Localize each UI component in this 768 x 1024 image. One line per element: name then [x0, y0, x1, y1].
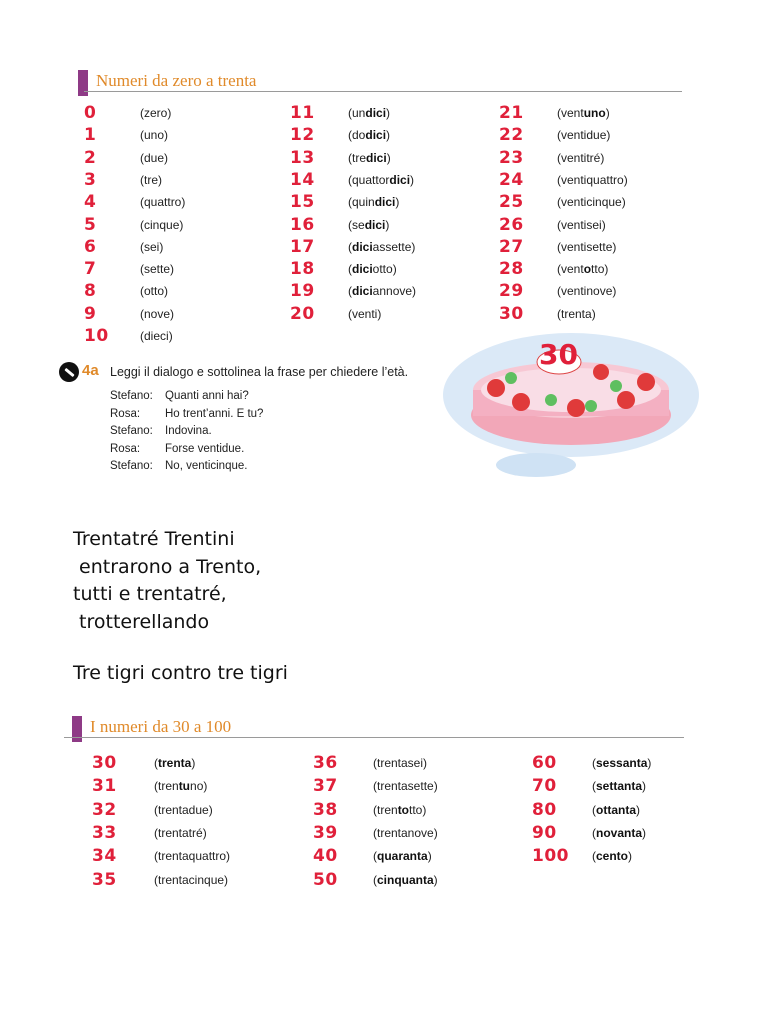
number-word: (trentanove)	[373, 825, 438, 840]
number-digit: 7	[84, 259, 97, 280]
number-digit: 38	[313, 799, 338, 820]
word-part: ventiquattro	[561, 172, 624, 187]
word-bold-part: dici	[352, 262, 373, 277]
number-digit: 10	[84, 326, 109, 346]
number-word: (ottanta)	[592, 802, 640, 817]
word-part: se	[352, 217, 365, 232]
word-part: trentatré	[158, 825, 203, 840]
word-bold-part: dici	[365, 106, 387, 120]
word-part: trentadue	[158, 802, 209, 817]
word-bold-part: dici	[352, 284, 373, 299]
number-digit: 24	[499, 169, 524, 190]
word-text: sei	[144, 239, 160, 254]
word-part: vent	[561, 262, 584, 277]
word-text: otto	[144, 284, 165, 299]
number-word: (otto)	[140, 284, 169, 299]
number-word: (uno)	[140, 128, 169, 143]
word-part: ventinove	[561, 284, 613, 299]
birthday-cake-illustration	[441, 320, 701, 480]
word-part: trenta	[561, 306, 592, 321]
speaker: Stefano:	[110, 390, 153, 402]
number-word: (trenta)	[557, 306, 596, 321]
number-digit: 14	[290, 169, 315, 190]
word-part: tren	[377, 802, 398, 817]
number-digit: 3	[84, 169, 97, 190]
word-part: annove	[372, 284, 413, 299]
number-digit: 28	[499, 259, 524, 280]
number-word: (diciotto)	[348, 262, 397, 277]
number-digit: 37	[313, 776, 338, 797]
number-word: (cinque)	[140, 217, 184, 232]
section-title: I numeri da 30 a 100	[90, 717, 232, 736]
number-digit: 13	[290, 147, 315, 168]
word-part: trentasette	[377, 779, 434, 794]
word-bold-part: cento	[596, 849, 629, 864]
number-digit: 21	[499, 103, 524, 123]
number-word: (zero)	[140, 106, 172, 120]
utterance: Quanti anni hai?	[165, 390, 249, 402]
number-word: (trentasette)	[373, 779, 438, 794]
word-bold-part: cinquanta	[377, 872, 434, 887]
number-word: (cento)	[592, 849, 633, 864]
number-word: (sedici)	[348, 217, 390, 232]
utterance: No, venticinque.	[165, 460, 248, 472]
number-digit: 100	[532, 846, 569, 867]
word-bold-part: uno	[583, 106, 606, 120]
number-digit: 80	[532, 799, 557, 820]
number-word: (ventidue)	[557, 128, 611, 143]
pencil-icon	[59, 362, 79, 382]
poem-line: tutti e trentatré,	[73, 583, 227, 605]
utterance: Indovina.	[165, 425, 212, 437]
number-word: (ventisette)	[557, 239, 617, 254]
number-digit: 23	[499, 147, 524, 168]
number-word: (ventotto)	[557, 262, 609, 277]
number-word: (trentadue)	[154, 802, 213, 817]
number-digit: 33	[92, 822, 117, 843]
number-digit: 16	[290, 214, 315, 235]
number-digit: 1	[84, 125, 97, 146]
section-marker	[78, 70, 88, 96]
speaker: Rosa:	[110, 407, 141, 420]
number-digit: 0	[84, 103, 97, 123]
word-part: do	[352, 128, 366, 143]
poem-line: entrarono a Trento,	[73, 555, 262, 578]
cake-number: 30	[539, 338, 578, 371]
number-word: (quaranta)	[373, 849, 432, 864]
word-text: quattro	[144, 195, 182, 210]
exercise-instruction: Leggi il dialogo e sottolinea la frase per chiedere l’età.	[110, 365, 409, 379]
word-part: otto	[372, 262, 393, 277]
number-word: (ventuno)	[557, 106, 610, 120]
number-digit: 2	[84, 147, 97, 168]
number-word: (undici)	[348, 106, 391, 120]
section-title: Numeri da zero a trenta	[96, 71, 257, 90]
number-digit: 36	[313, 753, 338, 773]
number-digit: 60	[532, 753, 557, 773]
number-word: (ventisei)	[557, 217, 606, 232]
number-word: (trentuno)	[154, 779, 208, 794]
number-word: (trentotto)	[373, 802, 427, 817]
section-rule	[64, 737, 684, 738]
word-part: assette	[372, 239, 412, 254]
word-bold-part: ottanta	[596, 802, 636, 817]
number-word: (novanta)	[592, 825, 647, 840]
number-word: (trentacinque)	[154, 872, 229, 887]
speaker: Stefano:	[110, 425, 153, 437]
poem-line: Trentatré Trentini	[73, 528, 235, 550]
poem-line: trotterellando	[73, 610, 210, 633]
speaker: Rosa:	[110, 442, 141, 455]
word-part: ventitré	[561, 150, 601, 165]
word-part: trentanove	[377, 825, 434, 840]
word-part: vent	[561, 106, 584, 120]
number-word: (diciassette)	[348, 239, 416, 254]
number-word: (nove)	[140, 306, 175, 321]
word-text: nove	[144, 306, 171, 321]
number-digit: 11	[290, 103, 315, 123]
number-digit: 19	[290, 281, 315, 302]
word-bold-part: settanta	[596, 779, 643, 794]
number-word: (trentasei)	[373, 756, 428, 770]
word-text: zero	[144, 106, 168, 120]
number-digit: 12	[290, 125, 315, 146]
number-digit: 29	[499, 281, 524, 302]
word-bold-part: quaranta	[377, 849, 428, 864]
exercise-number: 4a	[82, 362, 99, 379]
word-part: quattor	[352, 172, 390, 187]
number-word: (settanta)	[592, 779, 647, 794]
number-digit: 22	[499, 125, 524, 146]
word-part: tto	[409, 802, 423, 817]
number-digit: 15	[290, 192, 315, 213]
number-digit: 9	[84, 303, 97, 324]
word-bold-part: to	[397, 802, 410, 817]
number-word: (quattro)	[140, 195, 186, 210]
number-word: (ventiquattro)	[557, 172, 628, 187]
number-digit: 39	[313, 822, 338, 843]
number-digit: 27	[499, 236, 524, 257]
word-part: trentacinque	[158, 872, 225, 887]
number-digit: 5	[84, 214, 97, 235]
number-digit: 70	[532, 776, 557, 797]
section-header-30-to-100	[72, 716, 684, 742]
word-part: tren	[158, 779, 179, 794]
number-word: (sessanta)	[592, 756, 652, 770]
number-word: (venti)	[348, 306, 382, 321]
number-digit: 35	[92, 869, 117, 890]
number-word: (trentaquattro)	[154, 849, 231, 864]
number-digit: 30	[92, 753, 117, 773]
word-bold-part: dici	[352, 239, 373, 254]
number-word: (dieci)	[140, 329, 173, 343]
word-bold-part: dici	[364, 217, 386, 232]
word-text: uno	[144, 128, 165, 143]
number-digit: 17	[290, 236, 315, 257]
utterance: Forse ventidue.	[165, 442, 245, 455]
number-word: (ventitré)	[557, 150, 605, 165]
section-rule	[84, 91, 682, 92]
word-part: tre	[352, 150, 367, 165]
number-word: (quindici)	[348, 195, 400, 210]
number-digit: 90	[532, 822, 557, 843]
word-text: sette	[144, 262, 171, 277]
number-word: (sette)	[140, 262, 175, 277]
number-digit: 4	[84, 192, 97, 213]
number-digit: 8	[84, 281, 97, 302]
word-text: dieci	[144, 329, 169, 343]
number-word: (dodici)	[348, 128, 391, 143]
word-part: un	[352, 106, 366, 120]
word-part: venticinque	[561, 195, 622, 210]
word-bold-part: dici	[389, 172, 411, 187]
number-digit: 6	[84, 236, 97, 257]
word-part: trentasei	[377, 756, 424, 770]
number-digit: 34	[92, 846, 117, 867]
word-bold-part: novanta	[596, 825, 643, 840]
section-marker	[72, 716, 82, 742]
word-text: due	[144, 150, 165, 165]
word-text: tre	[144, 172, 159, 187]
number-word: (sei)	[140, 239, 164, 254]
number-digit: 18	[290, 259, 315, 280]
number-digit: 50	[313, 869, 338, 890]
word-part: no	[190, 779, 204, 794]
word-part: trentaquattro	[158, 849, 227, 864]
word-part: venti	[352, 306, 378, 321]
number-word: (trenta)	[154, 756, 196, 770]
word-part: ventisette	[561, 239, 613, 254]
number-word: (cinquanta)	[373, 872, 438, 887]
word-bold-part: o	[583, 262, 592, 277]
number-digit: 25	[499, 192, 524, 213]
word-bold-part: dici	[374, 195, 396, 210]
number-word: (ventinove)	[557, 284, 617, 299]
number-word: (diciannove)	[348, 284, 417, 299]
speaker: Stefano:	[110, 460, 153, 472]
utterance: Ho trent’anni. E tu?	[165, 407, 264, 420]
number-digit: 20	[290, 303, 315, 324]
tongue-twister: Tre tigri contro tre tigri	[73, 662, 288, 684]
number-word: (tre)	[140, 172, 163, 187]
number-digit: 40	[313, 846, 338, 867]
number-word: (due)	[140, 150, 169, 165]
word-bold-part: sessanta	[596, 756, 648, 770]
number-digit: 26	[499, 214, 524, 235]
word-text: cinque	[144, 217, 180, 232]
section-header-zero-to-thirty	[78, 70, 682, 96]
word-bold-part: dici	[365, 128, 387, 143]
number-word: (venticinque)	[557, 195, 626, 210]
word-bold-part: tu	[178, 779, 191, 794]
number-digit: 31	[92, 776, 117, 797]
word-part: ventisei	[561, 217, 602, 232]
number-digit: 30	[499, 303, 524, 324]
word-part: quin	[352, 195, 375, 210]
word-part: tto	[591, 262, 605, 277]
number-word: (trentatré)	[154, 825, 207, 840]
number-word: (quattordici)	[348, 172, 415, 187]
word-part: ventidue	[561, 128, 607, 143]
number-word: (tredici)	[348, 150, 391, 165]
word-bold-part: dici	[366, 150, 387, 165]
word-bold-part: trenta	[158, 756, 192, 770]
number-digit: 32	[92, 799, 117, 820]
